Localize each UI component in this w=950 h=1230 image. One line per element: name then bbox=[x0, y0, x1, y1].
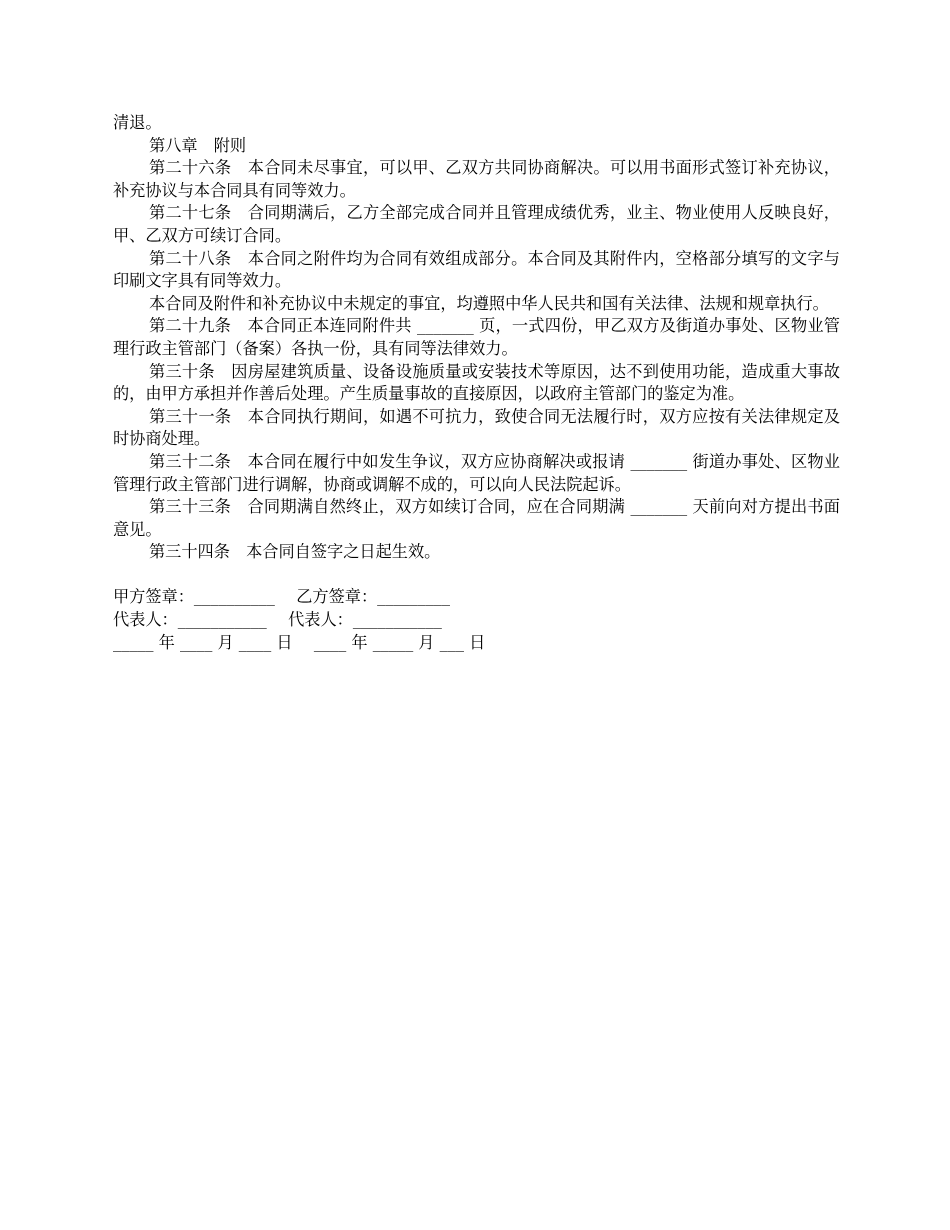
article-29: 第二十九条 本合同正本连同附件共 _______ 页，一式四份，甲乙双方及街道办事处、区物业管理行政主管部门（备案）各执一份，具有同等法律效力。 bbox=[113, 316, 840, 358]
article-27: 第二十七条 合同期满后，乙方全部完成合同并且管理成绩优秀，业主、物业使用人反映良好，甲、乙双方可续订合同。 bbox=[113, 203, 840, 245]
article-28: 第二十八条 本合同之附件均为合同有效组成部分。本合同及其附件内，空格部分填写的文字与印刷文字具有同等效力。 bbox=[113, 248, 840, 291]
spacer bbox=[113, 564, 840, 587]
signature-representative-line: 代表人：___________ 代表人：___________ bbox=[113, 610, 442, 630]
chapter-heading: 第八章 附则 bbox=[149, 135, 247, 155]
article-30: 第三十条 因房屋建筑质量、设备设施质量或安装技术等原因，达不到使用功能，造成重大事故的，由甲方承担并作善后处理。产生质量事故的直接原因，以政府主管部门的鉴定为准。 bbox=[113, 361, 840, 404]
document-page bbox=[113, 112, 840, 654]
article-34: 第三十四条 本合同自签字之日起生效。 bbox=[149, 542, 441, 562]
paragraph-continuation: 清退。 bbox=[113, 113, 162, 132]
signature-seal-line: 甲方签章：__________ 乙方签章：_________ bbox=[113, 587, 450, 607]
paragraph-unregulated-matters: 本合同及附件和补充协议中未规定的事宜，均遵照中华人民共和国有关法律、法规和规章执行。 bbox=[149, 293, 829, 313]
signature-date-line: _____ 年 ____ 月 ____ 日 ____ 年 _____ 月 ___ 日 bbox=[113, 632, 486, 652]
article-31: 第三十一条 本合同执行期间，如遇不可抗力，致使合同无法履行时，双方应按有关法律规定及时协商处理。 bbox=[113, 406, 840, 449]
article-32: 第三十二条 本合同在履行中如发生争议，双方应协商解决或报请 _______ 街道办事处、区物业管理行政主管部门进行调解，协商或调解不成的，可以向人民法院起诉。 bbox=[113, 451, 840, 494]
article-26: 第二十六条 本合同未尽事宜，可以甲、乙双方共同协商解决。可以用书面形式签订补充协议，补充协议与本合同具有同等效力。 bbox=[113, 158, 840, 200]
signature-block bbox=[113, 586, 840, 654]
article-33: 第三十三条 合同期满自然终止，双方如续订合同，应在合同期满 _______ 天前向对方提出书面意见。 bbox=[113, 497, 840, 539]
